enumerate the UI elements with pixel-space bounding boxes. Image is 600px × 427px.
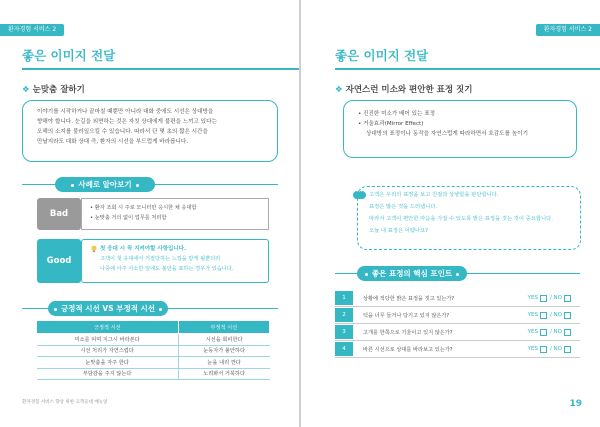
table-header-negative: 부정적 시선 [178, 321, 269, 334]
no-checkbox[interactable] [564, 346, 571, 353]
good-line: 고객이 첫 응대에서 거절당하는 느낌을 받게 될뿐더러 [100, 256, 221, 262]
yes-no-group [528, 312, 580, 319]
no-checkbox[interactable] [564, 295, 571, 302]
checklist-row [335, 290, 580, 307]
title-divider [335, 68, 600, 70]
table-row [37, 345, 270, 357]
diamond-bullet-icon: ❖ [22, 85, 30, 95]
table-cell: 노려봐서 거북하다 [178, 368, 269, 380]
good-line: 나중에 아주 사소한 일에도 불만을 표하는 경우가 있습니다. [100, 266, 234, 272]
yes-no-group [528, 295, 580, 302]
points-box [343, 100, 577, 158]
no-label: NO [553, 312, 562, 318]
checklist-text: 상황에 적당한 밝은 표정을 짓고 있는가? [363, 295, 455, 302]
good-headline: 첫 응대 시 꼭 지켜야할 사항입니다. [90, 244, 260, 254]
yes-checkbox[interactable] [540, 346, 547, 353]
diamond-bullet-icon: ❖ [335, 85, 343, 95]
table-header-positive: 긍정적 시선 [37, 321, 179, 334]
slash-separator: / [549, 312, 552, 318]
checklist-number: 1 [335, 291, 353, 305]
left-page [0, 0, 299, 427]
page-footer: 환자경험 서비스 향상 위한 고객응대 매뉴얼 [22, 400, 108, 405]
bad-panel [81, 198, 269, 230]
slash-separator: / [549, 329, 552, 335]
yes-checkbox[interactable] [540, 312, 547, 319]
note-line: 고객은 우리의 표정을 보고 친절과 상냥함을 판단합니다. [369, 192, 499, 198]
table-cell: 부담감을 주지 않는다 [37, 368, 179, 380]
checklist-text: 고개를 한쪽으로 기울이고 있지 않은가? [363, 329, 453, 336]
no-label: NO [553, 329, 562, 335]
intro-line: 향해야 합니다. 눈길을 외면하는 것은 자칫 상대에게 불편을 느끼고 있다는 [37, 119, 217, 125]
bad-label: Bad [37, 198, 81, 230]
note-line: 오늘 내 표정은 어땠나요? [369, 228, 429, 234]
good-label: Good [37, 239, 81, 283]
table-cell: 시선 처리가 자연스럽다 [37, 345, 179, 357]
series-tag: 환자경험 서비스 2 [0, 24, 64, 36]
checklist-number: 2 [335, 308, 353, 322]
title-divider [22, 68, 299, 70]
checklist-title: 좋은 표정의 핵심 포인트 [357, 266, 467, 281]
yes-label: YES [527, 312, 538, 318]
section-heading-text: 자연스런 미소와 편안한 표정 짓기 [345, 85, 473, 95]
yes-no-group [528, 329, 580, 336]
yes-label: YES [527, 346, 538, 352]
series-tag: 환자경험 서비스 2 [536, 24, 600, 36]
compare-table [36, 320, 270, 380]
section-heading-text: 눈맞춤 잘하기 [32, 85, 85, 95]
table-cell: 미소를 띠며 지그시 바라본다 [37, 334, 179, 346]
intro-line: 만날지라도 대화 상대 즉, 환자의 시선을 부드럽게 바라봅니다. [37, 139, 189, 145]
table-header-row [37, 321, 270, 334]
note-text [369, 189, 579, 237]
bad-item: • 환자 조회 시 주로 모니터만 응시한 채 응대함 [90, 205, 197, 211]
good-panel [81, 239, 269, 283]
examples-title: 사례로 알아보기 [55, 177, 155, 192]
yes-no-group [528, 346, 580, 353]
table-cell: 눈동자가 불안하다 [178, 345, 269, 357]
speech-bubble-icon: ··· [353, 191, 366, 199]
page-title: 좋은 이미지 전달 [22, 48, 116, 63]
checklist-row [335, 307, 580, 324]
checklist-row [335, 324, 580, 341]
note-line: 따라서 고객이 편안한 마음을 가질 수 있도록 밝은 표정을 짓는 것이 중요합니다. [369, 216, 553, 222]
table-row [37, 334, 270, 346]
page-number: 19 [569, 399, 582, 409]
right-page [301, 0, 600, 427]
intro-line: 이야기를 시작하거나 끝마칠 때뿐만 아니라 대화 중에도 시선은 상대방을 [37, 109, 214, 115]
slash-separator: / [549, 295, 552, 301]
intro-box [22, 100, 278, 162]
checklist-number: 3 [335, 325, 353, 339]
yes-checkbox[interactable] [540, 295, 547, 302]
checklist-number: 4 [335, 342, 353, 356]
no-label: NO [553, 295, 562, 301]
table-cell: 시선을 회피한다 [178, 334, 269, 346]
section-heading [22, 83, 85, 95]
slash-separator: / [549, 346, 552, 352]
no-checkbox[interactable] [564, 329, 571, 336]
point-item: • 진진한 미소가 배어 있는 표정 [358, 111, 436, 117]
point-item: • 거울효과(Mirror Effect) [358, 121, 424, 127]
table-row [37, 357, 270, 369]
bad-item: • 눈맞춤 거의 없이 업무를 처리함 [90, 215, 167, 221]
intro-line: 오해의 소지를 불러일으킬 수 있습니다. 따라서 단 몇 초의 짧은 시간을 [37, 129, 208, 135]
lightbulb-icon [90, 245, 98, 253]
section-heading [335, 83, 472, 95]
yes-label: YES [527, 295, 538, 301]
note-line: 표정은 많은 것을 드러냅니다. [369, 204, 438, 210]
yes-checkbox[interactable] [540, 329, 547, 336]
yes-label: YES [527, 329, 538, 335]
page-title: 좋은 이미지 전달 [335, 48, 429, 63]
table-row [37, 368, 270, 380]
mirror-description: 상대방의 표정이나 동작을 자연스럽게 따라하면서 호감도를 높이기 [366, 131, 528, 137]
no-label: NO [553, 346, 562, 352]
no-checkbox[interactable] [564, 312, 571, 319]
table-cell: 눈을 내리 깐다 [178, 357, 269, 369]
checklist [335, 290, 580, 358]
table-cell: 눈맞춤을 자주 한다 [37, 357, 179, 369]
checklist-row [335, 341, 580, 358]
compare-title: 긍정적 시선 VS 부정적 시선 [48, 301, 168, 316]
checklist-text: 턱을 너무 들거나 당기고 있지 않은가? [363, 312, 450, 319]
checklist-text: 바른 시선으로 상대를 바라보고 있는가? [363, 346, 453, 353]
